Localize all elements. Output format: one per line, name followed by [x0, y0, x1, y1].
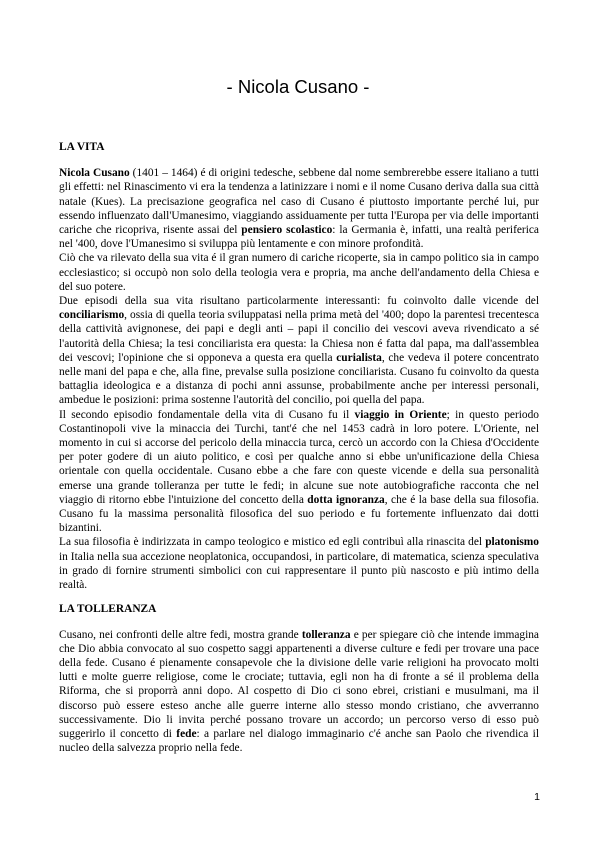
paragraph: [59, 628, 539, 756]
bold-term: viaggio in Oriente: [354, 408, 447, 421]
text-run: Ciò che va rilevato della sua vita é il gran numero di cariche ricoperte, sia in campo politico sia in campo ecclesiastico; si occupò non solo della teologia vera e propria, ma anche dell'andamento della Chiesa e del suo potere.: [59, 252, 539, 293]
text-run: Il secondo episodio fondamentale della vita di Cusano fu il: [59, 408, 355, 421]
text-run: e per spiegare ciò che intende immagina che Dio abbia convocato al suo cospetto saggi appartenenti a diverse culture e fedi per trovare una pace della fede. Cusano é pienamente consapevole che la divisione delle varie religioni ha provocato molti lutti e molte guerre religiose, come le crociate; tuttavia, egli non ha di fronte a sé il problema della Riforma, che si proporrà anni dopo. Al cospetto di Dio ci sono ebrei, cristiani e musulmani, ma il discorso può essere esteso anche alle guerre interne allo stesso mondo cristiano, che avverranno successivamente. Dio li invita perché possano trovare un accordo; un percorso verso di esso può suggerirlo il concetto di: [59, 628, 539, 740]
bold-term: platonismo: [485, 536, 539, 549]
bold-term: conciliarismo: [59, 309, 125, 322]
paragraph: [59, 251, 539, 294]
bold-term: dotta ignoranza: [307, 493, 385, 506]
page-number: 1: [534, 791, 540, 803]
text-run: ; in questo periodo Costantinopoli vive la minaccia dei Turchi, tant'é che nel 1453 cadrà in loro potere. L'Oriente, nel momento in cui si accorse del pericolo della minaccia turca, cercò un accordo con la Chiesa d'Occidente per poter godere di un aiuto politico, e così per qualche anno si ebbe un'unificazione della Chiesa orientale con quella occidentale. Cusano ebbe a che fare con queste vicende e della sua personalità emerse una grande tolleranza per tutte le fedi; in alcune sue note autobiografiche racconta che nel viaggio di ritorno ebbe l'intuizione del concetto della: [59, 408, 539, 506]
text-run: : a parlare nel dialogo immaginario c'é anche san Paolo che rivendica il nucleo della salvezza proprio nella fede.: [59, 727, 540, 755]
text-run: , che é la base della sua filosofia. Cusano fu la massima personalità filosofica del suo periodo e fu fortemente influenzato dai dotti bizantini.: [59, 493, 540, 535]
section-la-vita: [59, 166, 539, 592]
section-heading-la-vita: LA VITA: [59, 141, 105, 153]
document-title: - Nicola Cusano -: [226, 76, 370, 97]
bold-term: Nicola Cusano: [59, 167, 130, 180]
text-run: , che vedeva il potere concentrato nelle mani del papa e che, alla fine, prevalse sulla posizione conciliarista. Cusano fu coinvolto da questa battaglia ideologica e a distanza di pochi anni assunse, probabilmente anche per interessi personali, ambedue le posizioni: prima sostenne l'autorità del concilio, poi quella del papa.: [59, 351, 539, 407]
section-heading-la-tolleranza: LA TOLLERANZA: [59, 603, 157, 616]
paragraph: [59, 294, 539, 408]
paragraph: [59, 166, 539, 251]
bold-term: pensiero scolastico: [241, 224, 333, 237]
text-run: , ossia di quella teoria sviluppatasi nella prima metà del '400; dopo la parentesi trecentesca della cattività avignonese, dei papi e degli anti – papi il concilio dei vescovi aveva rivendicato a sé l'autorità della Chiesa; la tesi conciliarista era questa: la Chiesa non é fatta dal papa, ma dall'assemblea dei vescovi; l'opinione che si opponeva a questa era quella: [59, 309, 539, 364]
text-run: : la Germania è, infatti, una realtà periferica nel '400, dove l'Umanesimo si sviluppa più lentamente e con minore profondità.: [59, 224, 539, 251]
paragraph: [59, 408, 539, 536]
text-run: in Italia nella sua accezione neoplatonica, occupandosi, in particolare, di matematica, scienza speculativa in grado di fornire strumenti simbolici con cui rappresentare il punto più nascosto e più intimo della realtà.: [59, 550, 539, 592]
document-body: [59, 140, 539, 755]
text-run: Cusano, nei confronti delle altre fedi, mostra grande: [59, 628, 302, 641]
bold-term: curialista: [336, 351, 382, 364]
text-run: La sua filosofia è indirizzata in campo teologico e mistico ed egli contribuì alla rinascita del: [59, 536, 486, 549]
bold-term: fede: [176, 727, 197, 740]
paragraph: [59, 535, 539, 592]
bold-term: tolleranza: [301, 628, 351, 641]
text-run: Due episodi della sua vita risultano particolarmente interessanti: fu coinvolto dalle vicende del: [59, 295, 539, 308]
section-la-tolleranza: [59, 628, 539, 756]
text-run: (1401 – 1464) é di origini tedesche, sebbene dal nome sembrerebbe essere italiano a tutti gli effetti: nel Rinascimento vi era la tendenza a latinizzare i nomi e il nome Cusano deriva dalla sua città natale (Kues). La precisazione geografica nel caso di Cusano é piuttosto importante perché lui, pur essendo influenzato dall'Umanesimo, viaggiando assiduamente per tutta l'Europa per via delle importanti cariche che ricopriva, risente assai del: [59, 167, 539, 237]
